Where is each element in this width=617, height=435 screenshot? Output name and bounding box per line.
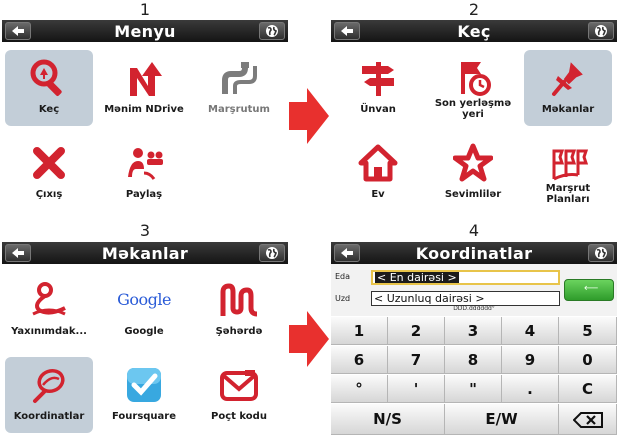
key-3[interactable]: 3 [445, 317, 502, 345]
go-item-label: Ünvan [360, 104, 396, 115]
globe-button[interactable] [588, 22, 614, 40]
menu-item-cixis[interactable] [5, 135, 93, 211]
panel-number-2: 2 [468, 0, 480, 19]
title-bar [331, 20, 617, 42]
latitude-field[interactable] [371, 270, 560, 285]
key-4[interactable]: 4 [502, 317, 559, 345]
coordinates-globe-icon [29, 365, 69, 405]
globe-icon [594, 246, 608, 260]
globe-icon [265, 246, 279, 260]
places-item-yaxinimdaki[interactable] [5, 272, 93, 348]
globe-icon [265, 24, 279, 38]
menu-item-paylas[interactable] [100, 135, 188, 211]
nearby-icon [29, 280, 69, 320]
key-minute[interactable]: ' [388, 375, 445, 403]
home-icon [358, 143, 398, 183]
menu-item-label: Keç [38, 104, 60, 115]
menu-screen [2, 20, 288, 215]
key-1[interactable]: 1 [331, 317, 388, 345]
menu-item-label: Paylaş [125, 189, 163, 200]
key-second[interactable]: " [445, 375, 502, 403]
key-east-west[interactable]: E/W [445, 404, 559, 435]
numeric-keypad [331, 315, 617, 435]
places-item-koordinatlar[interactable] [5, 357, 93, 433]
signpost-icon [358, 58, 398, 98]
city-icon [219, 280, 259, 320]
menu-item-menim-ndrive[interactable] [100, 50, 188, 126]
pushpin-icon [548, 58, 588, 98]
title-bar [331, 242, 617, 264]
star-icon [453, 143, 493, 183]
panel-number-4: 4 [468, 221, 480, 240]
screen-title: Koordinatlar [415, 244, 533, 263]
title-bar [2, 20, 288, 42]
menu-item-label: Çıxış [35, 189, 63, 200]
ndrive-logo-icon [124, 58, 164, 98]
backspace-icon [573, 412, 603, 428]
latitude-placeholder: < En dairəsi > [377, 271, 457, 284]
go-item-label [524, 183, 612, 205]
share-people-icon [124, 143, 164, 183]
globe-button[interactable] [588, 244, 614, 262]
screen-title: Keç [457, 22, 491, 41]
go-screen [331, 20, 617, 215]
go-item-unvan[interactable] [334, 50, 422, 126]
route-plans-flags-icon [548, 143, 588, 183]
places-item-label: Yaxınımdak... [11, 326, 87, 337]
confirm-go-button[interactable] [564, 279, 614, 301]
places-item-seherde[interactable] [195, 272, 283, 348]
go-item-label: Məkanlar [541, 104, 595, 115]
recent-flag-clock-icon [453, 58, 493, 98]
key-degree[interactable]: ° [331, 375, 388, 403]
panel-number-1: 1 [139, 0, 151, 19]
foursquare-logo-icon [124, 365, 164, 405]
title-bar [2, 242, 288, 264]
postal-code-envelope-icon [219, 365, 259, 405]
places-item-label: Koordinatlar [13, 411, 85, 422]
places-item-label: Poçt kodu [211, 411, 267, 422]
menu-item-label: Marşrutum [208, 104, 270, 115]
longitude-label: Uzd [335, 294, 351, 303]
key-north-south[interactable]: N/S [331, 404, 445, 435]
go-item-label-line: Son yerləşmə [434, 98, 512, 109]
go-item-label-line: yeri [462, 109, 484, 120]
menu-item-label: Mənim NDrive [104, 104, 184, 115]
go-item-label [429, 98, 517, 120]
places-item-google[interactable] [100, 272, 188, 348]
key-7[interactable]: 7 [388, 346, 445, 374]
key-decimal-point[interactable]: . [502, 375, 559, 403]
latitude-label: Eda [335, 272, 351, 281]
key-backspace[interactable] [559, 404, 617, 435]
coordinates-screen [331, 242, 617, 435]
search-magnifier-icon [29, 58, 69, 98]
places-item-foursquare[interactable] [100, 357, 188, 433]
globe-button[interactable] [259, 22, 285, 40]
key-2[interactable]: 2 [388, 317, 445, 345]
screen-title: Məkanlar [101, 244, 189, 263]
places-item-label: Foursquare [111, 411, 177, 422]
globe-button[interactable] [259, 244, 285, 262]
globe-icon [594, 24, 608, 38]
go-item-label-line: Planları [546, 194, 590, 205]
enter-arrow-icon: ⟵ [584, 283, 599, 294]
places-item-label: Google [124, 326, 164, 337]
key-clear[interactable]: C [559, 375, 617, 403]
go-item-label: Ev [371, 189, 385, 200]
go-item-label-line: Marşrut [545, 183, 591, 194]
next-step-arrow-icon [289, 311, 329, 367]
key-5[interactable]: 5 [559, 317, 617, 345]
google-logo-icon: Google [117, 290, 171, 309]
menu-item-kec[interactable] [5, 50, 93, 126]
key-8[interactable]: 8 [445, 346, 502, 374]
format-hint: DDD.dddddd° [453, 305, 495, 312]
go-item-sevimliler[interactable] [429, 135, 517, 211]
go-item-son-yerlesme-yeri[interactable] [429, 50, 517, 126]
go-item-mekanlar[interactable] [524, 50, 612, 126]
places-item-label: Şəhərdə [215, 326, 263, 337]
key-6[interactable]: 6 [331, 346, 388, 374]
key-9[interactable]: 9 [502, 346, 559, 374]
route-icon [219, 58, 259, 98]
go-item-label: Sevimlilər [444, 189, 502, 200]
places-screen [2, 242, 288, 435]
go-item-ev[interactable] [334, 135, 422, 211]
key-0[interactable]: 0 [559, 346, 617, 374]
longitude-field[interactable]: < Uzunluq dairəsi > [371, 291, 560, 306]
go-item-marsrut-planlari[interactable] [524, 135, 612, 211]
exit-x-icon [29, 143, 69, 183]
screen-title: Menyu [114, 22, 176, 41]
next-step-arrow-icon [289, 88, 329, 144]
menu-item-marsrutum[interactable] [195, 50, 283, 126]
panel-number-3: 3 [139, 221, 151, 240]
places-item-poct-kodu[interactable] [195, 357, 283, 433]
